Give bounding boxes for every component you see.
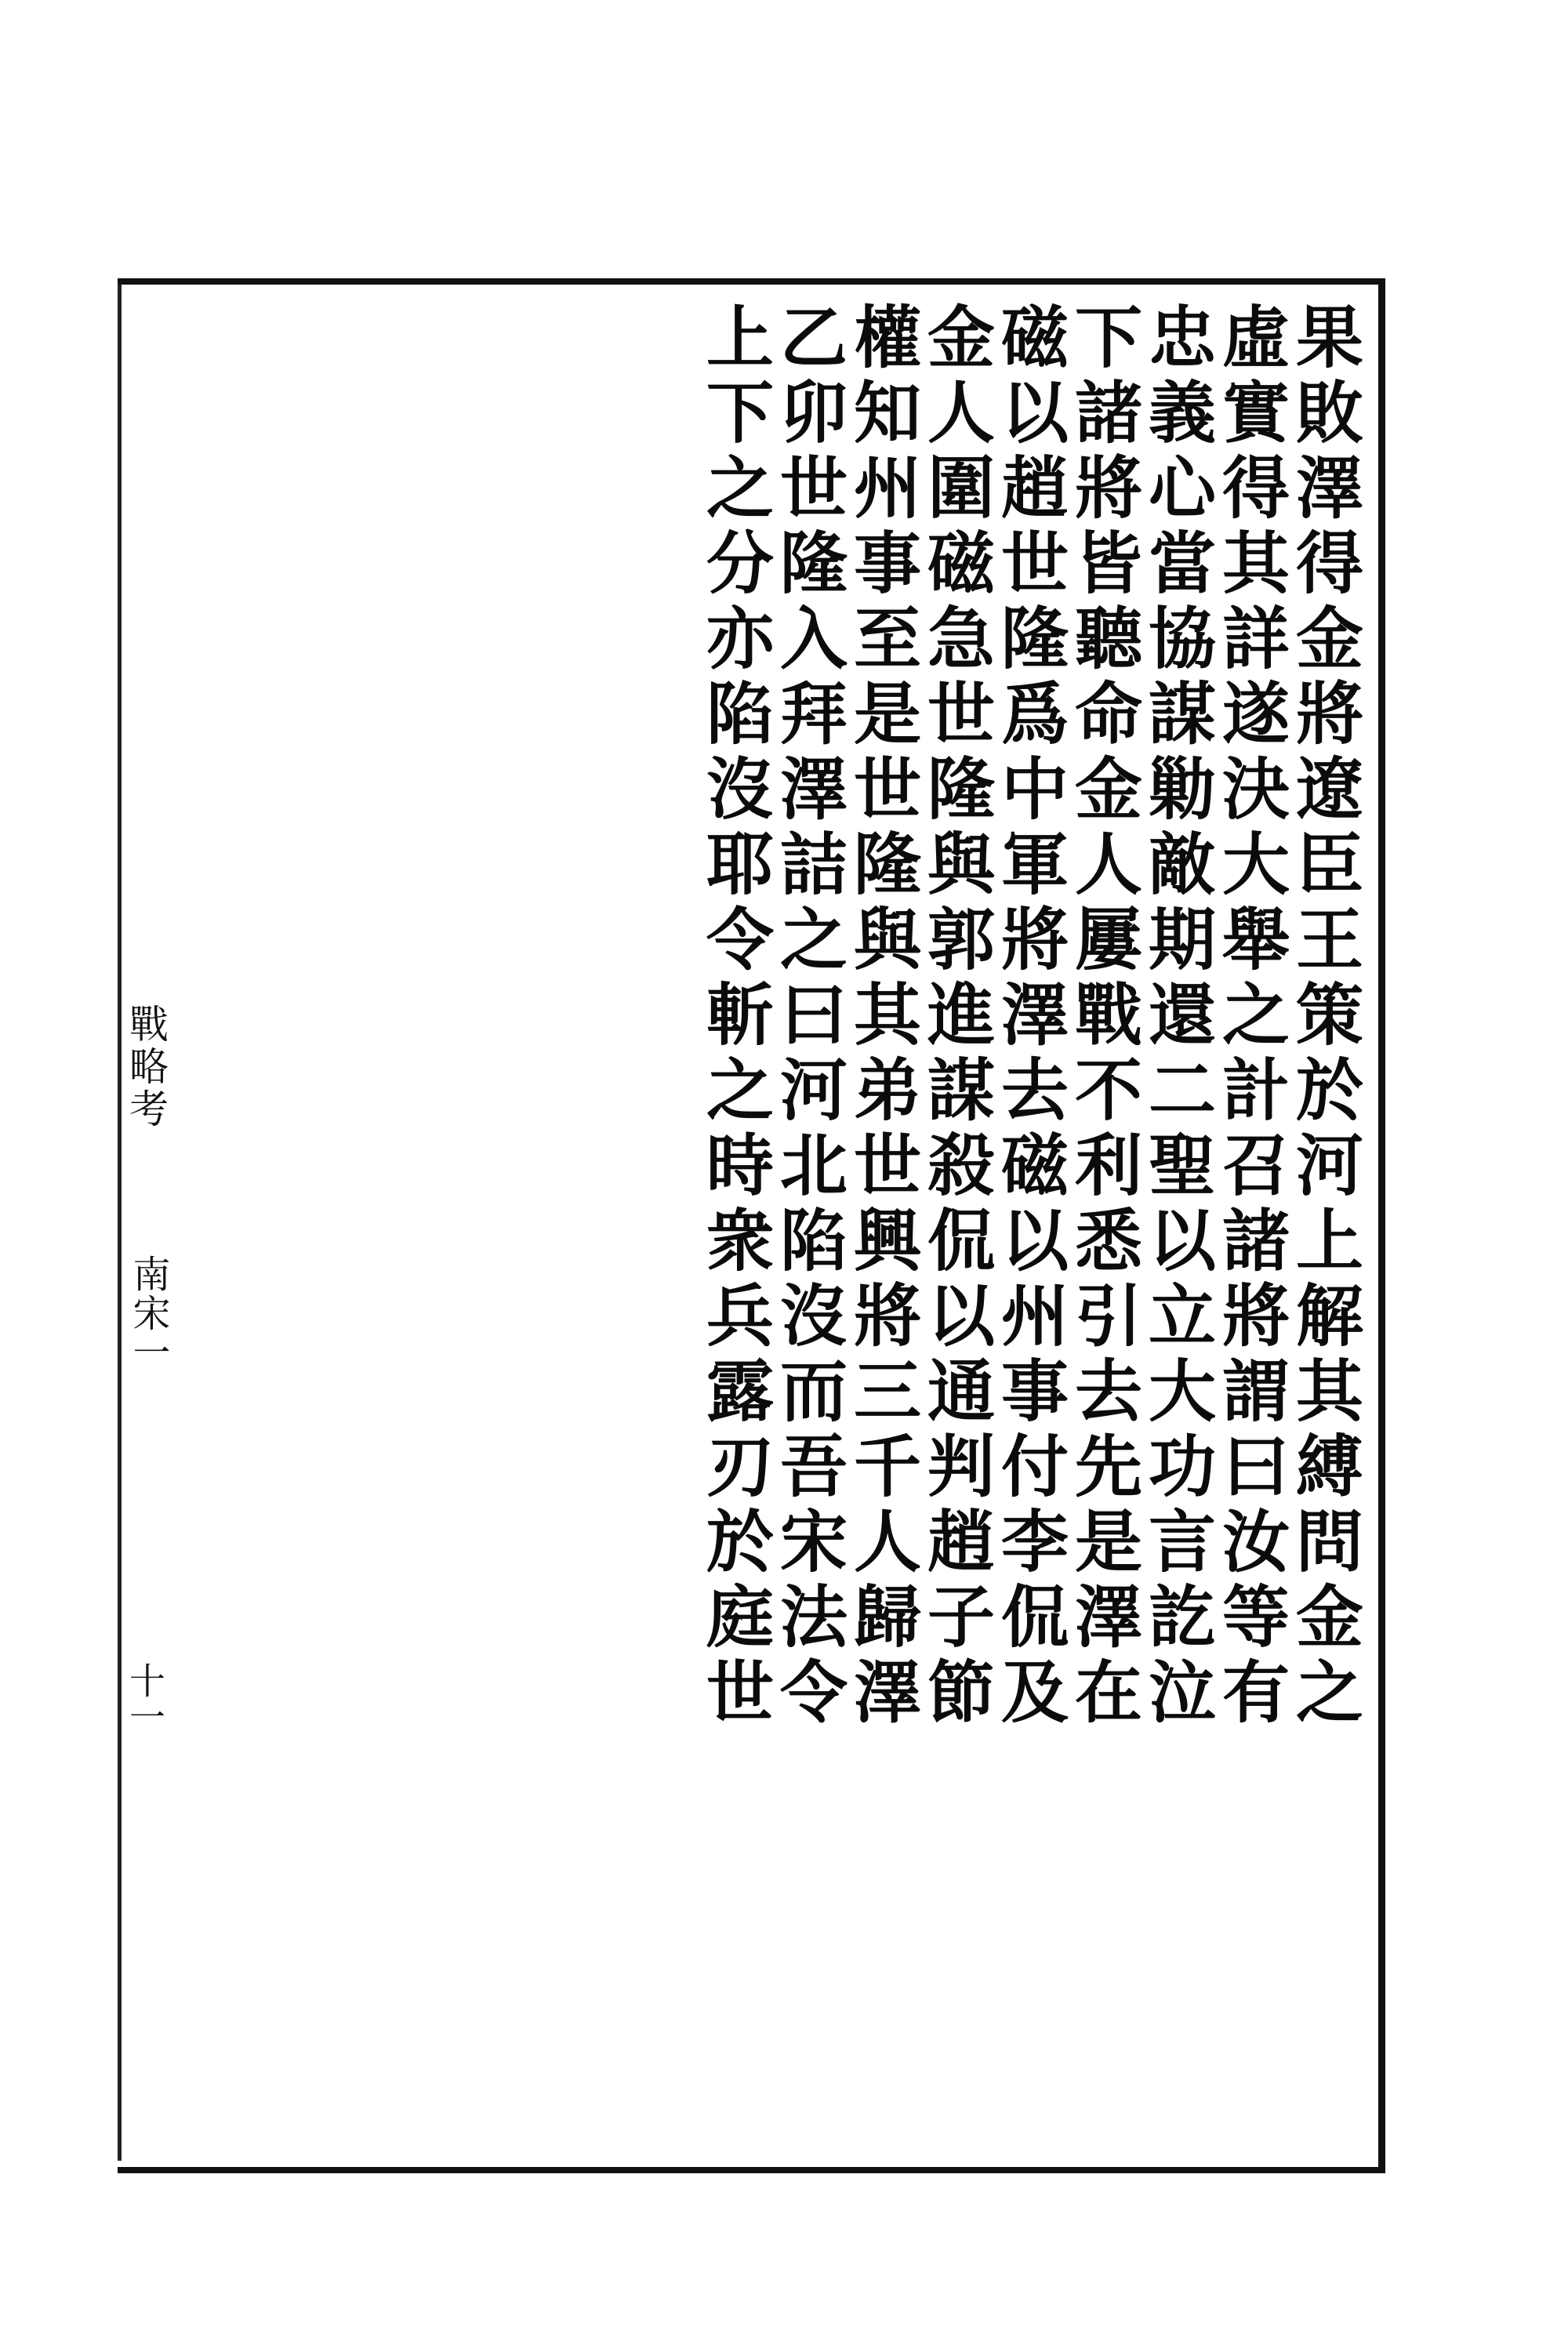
text-column: 果敗澤得金將遼臣王策於河上解其縛問金之 [1284,302,1363,1732]
text-column: 上下之分亦陷沒耶令斬之時衆兵露刃於庭世 [695,302,774,1732]
running-title: 戰略考 [123,1004,169,1131]
main-text [176,302,1363,2129]
page-fold [118,285,122,2161]
text-column: 乙卯世隆入拜澤詰之曰河北陷沒而吾宋法令 [768,302,848,1732]
text-column: 權知州事至是世隆與其弟世興將三千人歸澤 [842,302,921,1732]
page-number: 十一 [124,1662,166,1734]
text-column: 虛實得其詳遂決大舉之計召諸將謂曰汝等有 [1210,302,1290,1732]
section-label: 南宋一 [126,1254,170,1372]
text-column: 金人圍磁急世隆與郭進謀殺侃以通判趙子節 [916,302,995,1732]
text-column: 忠義心當協謀勦敵期還二聖以立大功言訖泣 [1137,302,1216,1732]
text-column: 下諸將皆聽命金人屢戰不利悉引去先是澤在 [1063,302,1142,1732]
text-column: 磁以趙世隆爲中軍將澤去磁以州事付李侃及 [989,302,1069,1732]
